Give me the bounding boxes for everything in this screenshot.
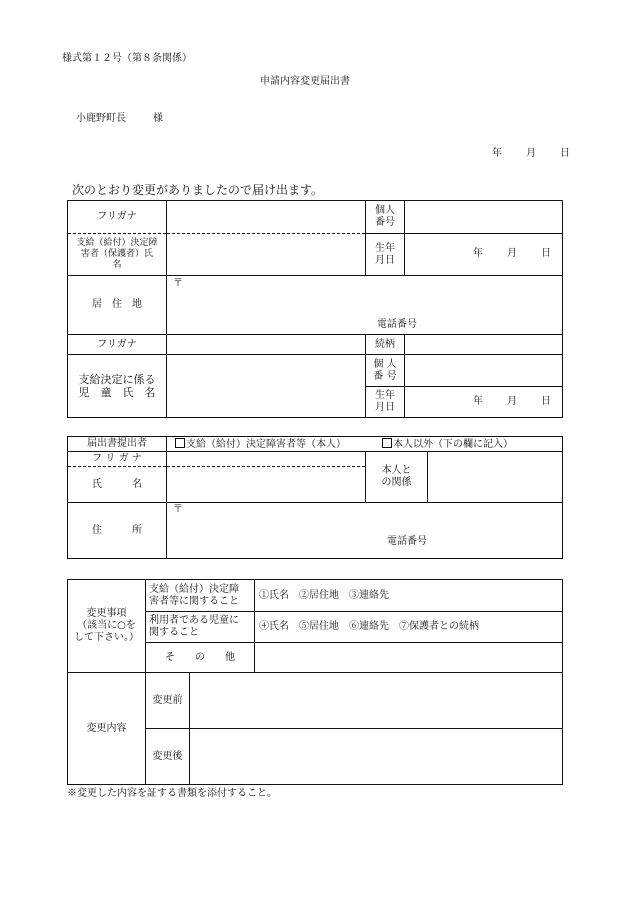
child-name-field[interactable] xyxy=(167,355,366,418)
before-field[interactable] xyxy=(190,673,563,729)
birth-date-field[interactable]: 年 月 日 xyxy=(405,234,563,276)
submitter-address-label: 住 所 xyxy=(68,503,167,559)
form-title: 申請内容変更届出書 xyxy=(260,76,350,87)
date-day-label: 日 xyxy=(560,148,570,159)
submitter-table xyxy=(67,436,563,559)
change-table xyxy=(67,579,563,785)
change-content-label: 変更内容 xyxy=(68,673,146,785)
form-number: 様式第１２号（第８条関係） xyxy=(62,53,192,64)
personal-number-field[interactable] xyxy=(405,201,563,234)
child-furigana-label: フリガナ xyxy=(68,335,167,355)
checkbox-icon xyxy=(382,438,392,448)
option-other[interactable]: 本人以外（下の欄に記入） xyxy=(382,438,513,451)
phone-label: 電話番号 xyxy=(387,536,427,547)
category-recipient-options[interactable]: ①氏名 ②居住地 ③連絡先 xyxy=(255,580,563,612)
checkbox-icon xyxy=(175,438,185,448)
submitter-address-field[interactable] xyxy=(167,503,563,559)
furigana-label: フリガナ xyxy=(68,201,167,234)
child-birth-label: 生年 月日 xyxy=(366,387,405,418)
date-year-label: 年 xyxy=(492,148,502,159)
personal-number-label: 個人 番号 xyxy=(366,201,405,234)
recipient-name-label: 支給（給付）決定障 害者（保護者）氏 名 xyxy=(68,234,167,276)
date-month-label: 月 xyxy=(526,148,536,159)
submitter-furigana-field[interactable] xyxy=(167,452,366,467)
submitter-options xyxy=(167,437,563,452)
postal-mark: 〒 xyxy=(173,504,183,515)
child-furigana-field[interactable] xyxy=(167,335,366,355)
child-personal-number-field[interactable] xyxy=(405,355,563,387)
category-other-label: そ の 他 xyxy=(146,643,255,673)
honorific: 様 xyxy=(153,113,163,124)
category-child-options[interactable]: ④氏名 ⑤居住地 ⑥連絡先 ⑦保護者との続柄 xyxy=(255,612,563,643)
intro-text: 次のとおり変更がありましたので届け出ます。 xyxy=(72,183,324,197)
applicant-table xyxy=(67,200,563,418)
submitter-furigana-label: フ リ ガ ナ xyxy=(68,452,167,467)
child-birth-field[interactable]: 年 月 日 xyxy=(405,387,563,418)
submitter-name-field[interactable] xyxy=(167,467,366,503)
furigana-field[interactable] xyxy=(167,201,366,234)
address-field[interactable] xyxy=(167,276,563,335)
postal-mark: 〒 xyxy=(173,278,183,289)
category-other-field[interactable] xyxy=(255,643,563,673)
child-name-label: 支給決定に係る 児 童 氏 名 xyxy=(68,355,167,418)
address-label: 居 住 地 xyxy=(68,276,167,335)
after-label: 変更後 xyxy=(146,729,190,785)
relation-label: 続柄 xyxy=(366,335,405,355)
before-label: 変更前 xyxy=(146,673,190,729)
category-child-label: 利用者である児童に 関すること xyxy=(146,612,255,643)
relation-to-self-label: 本人と の関係 xyxy=(366,452,428,503)
phone-label: 電話番号 xyxy=(377,319,417,330)
category-recipient-label: 支給（給付）決定障 害者等に関すること xyxy=(146,580,255,612)
submitter-label: 届出書提出者 xyxy=(68,437,167,452)
child-personal-number-label: 個 人 番 号 xyxy=(366,355,405,387)
relation-field[interactable] xyxy=(405,335,563,355)
option-self[interactable]: 支給（給付）決定障害者等（本人） xyxy=(175,438,346,451)
submitter-name-label: 氏 名 xyxy=(68,467,167,503)
birth-date-label: 生年 月日 xyxy=(366,234,405,276)
addressee: 小鹿野町長 xyxy=(76,113,126,124)
footer-note: ※変更した内容を証する書類を添付すること。 xyxy=(67,788,277,799)
after-field[interactable] xyxy=(190,729,563,785)
recipient-name-field[interactable] xyxy=(167,234,366,276)
change-items-label: 変更事項 （該当に○を して下さい。） xyxy=(68,580,146,673)
relation-to-self-field[interactable] xyxy=(428,452,563,503)
